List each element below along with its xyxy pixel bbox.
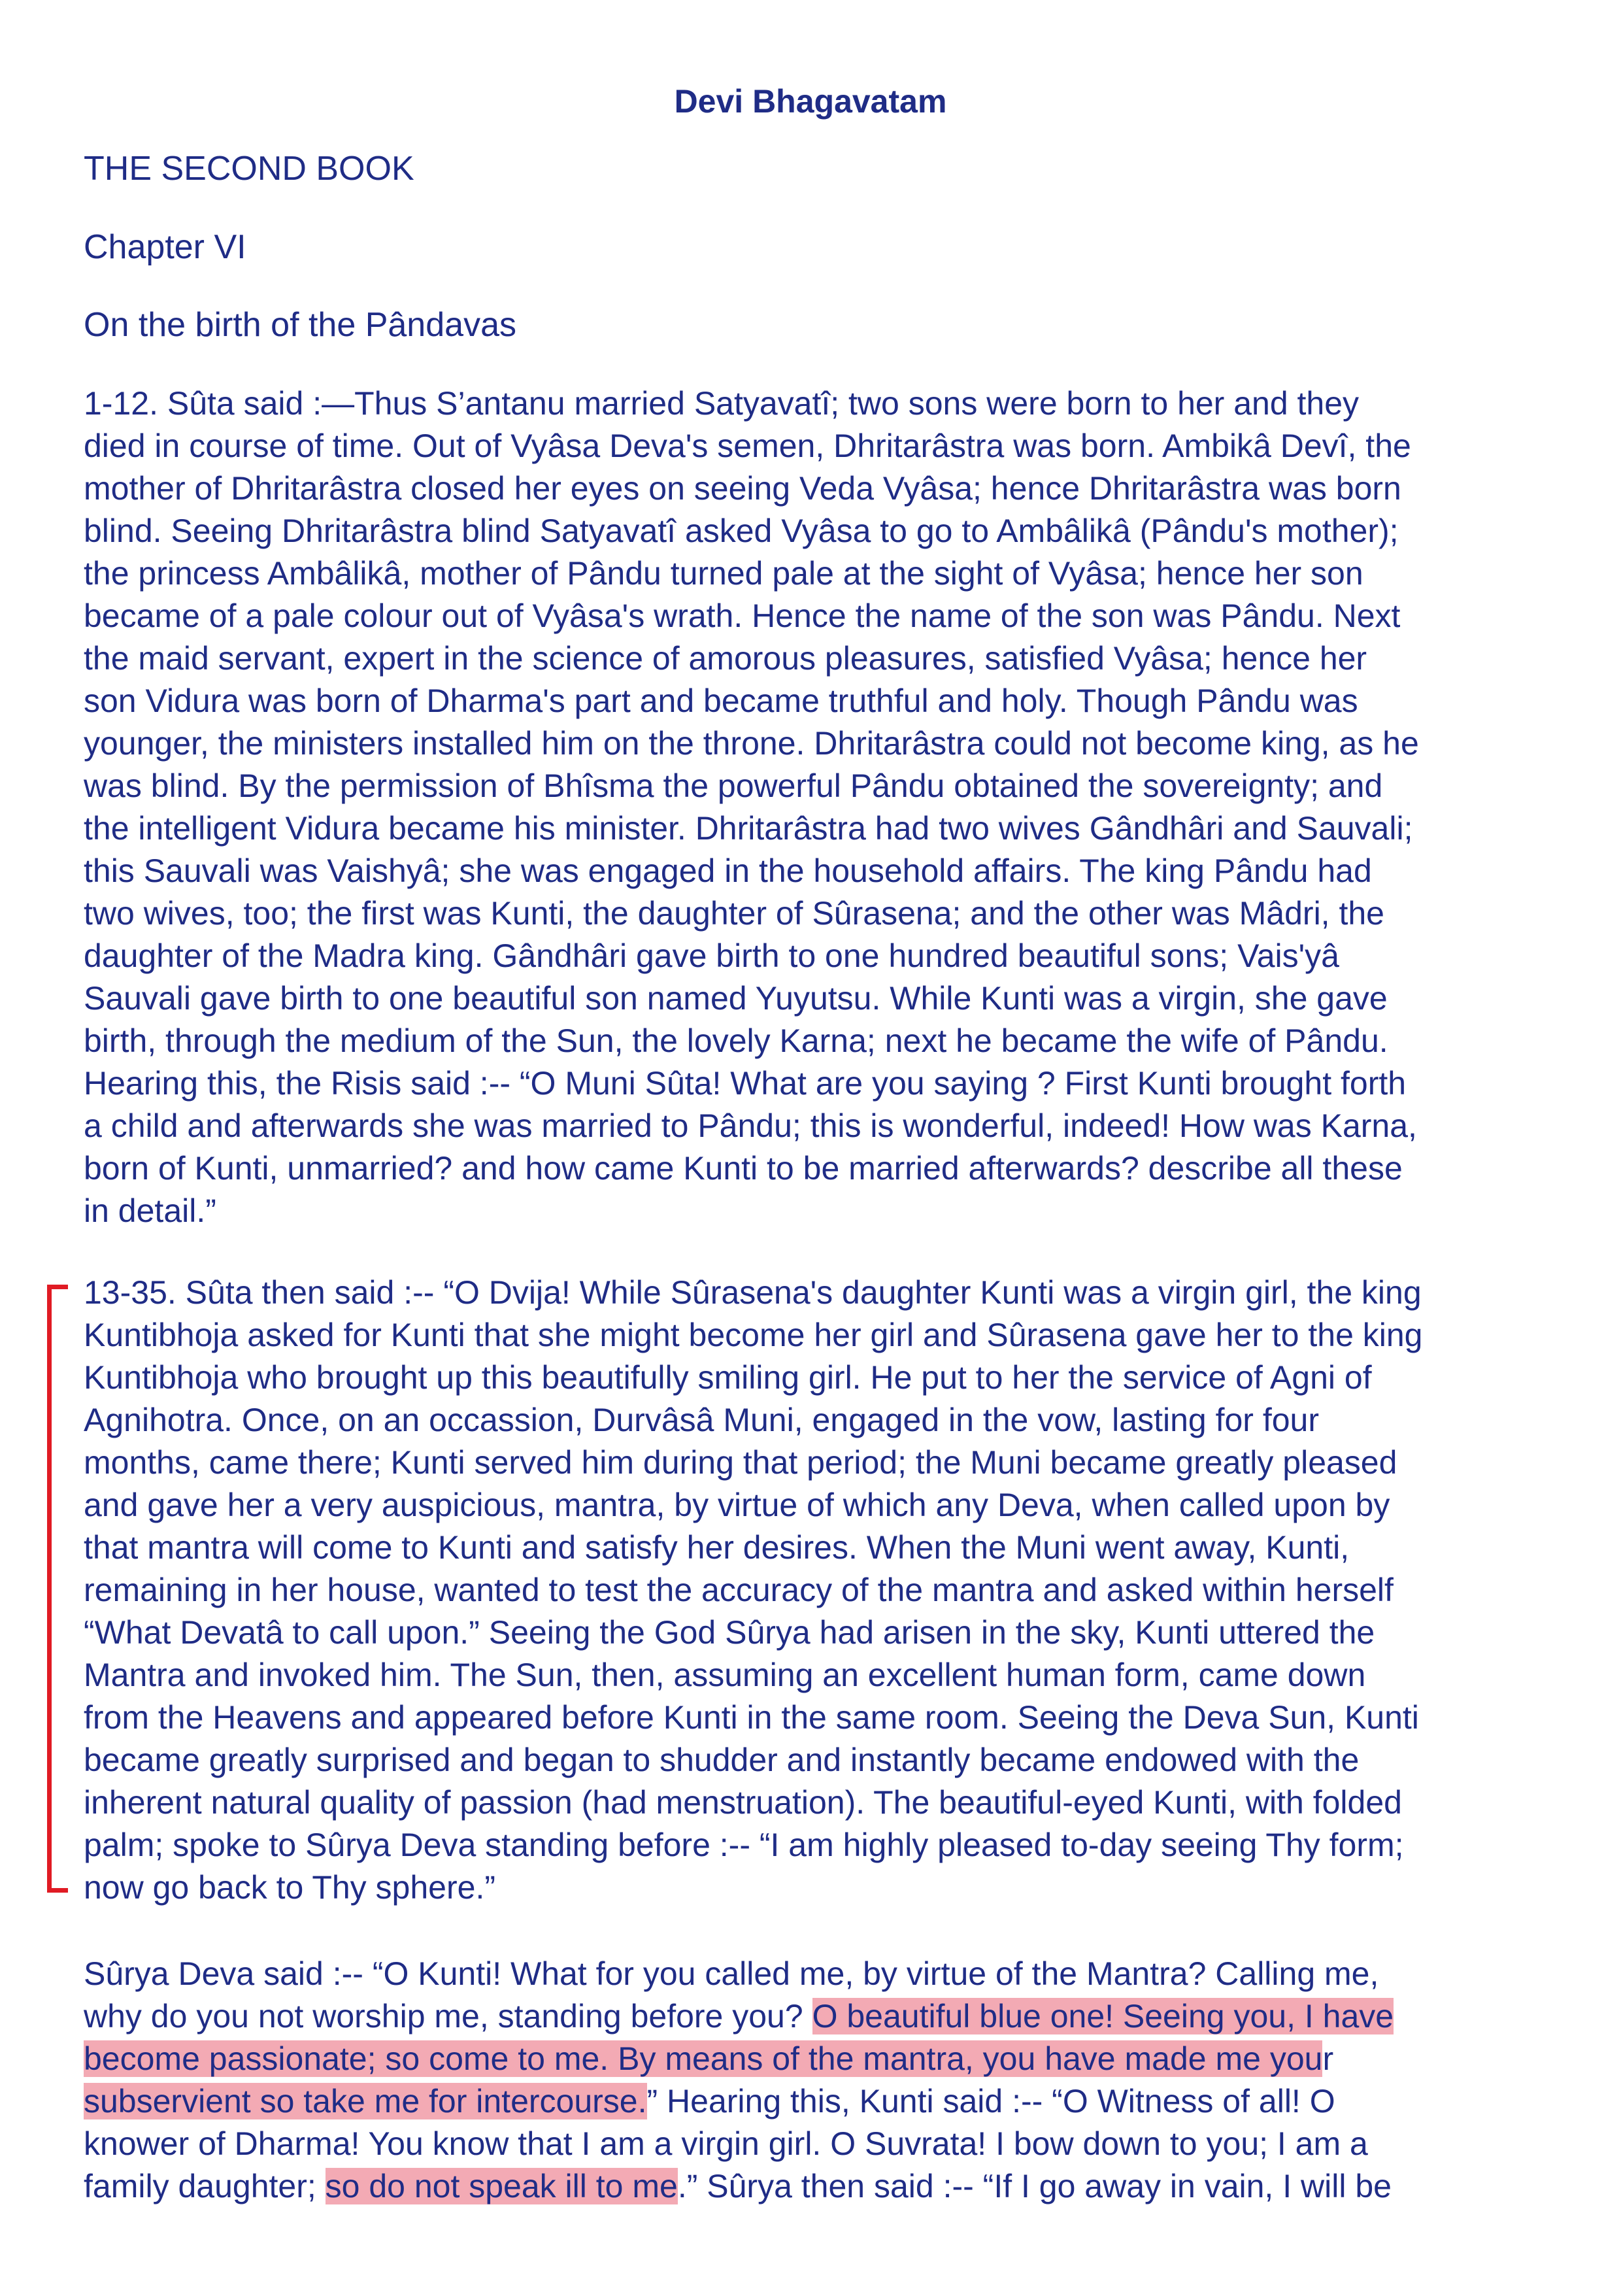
text-segment: became of a pale colour out of Vyâsa's wrath. Hence the name of the son was Pându. Next <box>84 598 1401 634</box>
text-segment: son Vidura was born of Dharma's part and became truthful and holy. Though Pându was <box>84 683 1358 719</box>
text-segment: Hearing this, the Risis said :-- “O Muni Sûta! What are you saying ? First Kunti brought forth <box>84 1065 1407 1102</box>
highlighted-text: so do not speak ill to me <box>325 2168 678 2204</box>
text-segment: daughter of the Madra king. Gândhâri gave birth to one hundred beautiful sons; Vais'yâ <box>84 937 1339 974</box>
document-title: Devi Bhagavatam <box>674 83 947 120</box>
text-line <box>84 1697 1548 1739</box>
text-line <box>84 2165 1548 2208</box>
text-line <box>84 1399 1548 1442</box>
text-line <box>84 1190 1548 1232</box>
book-heading: THE SECOND BOOK <box>84 150 414 188</box>
text-line <box>84 807 1548 850</box>
text-line <box>84 1272 1548 1314</box>
text-segment: the intelligent Vidura became his minister. Dhritarâstra had two wives Gândhâri and Sauvali; <box>84 810 1413 847</box>
text-segment: from the Heavens and appeared before Kunti in the same room. Seeing the Deva Sun, Kunti <box>84 1699 1419 1736</box>
text-line <box>84 892 1548 935</box>
highlighted-text: become passionate; so come to me. By means of the mantra, you have made me you <box>84 2040 1323 2077</box>
text-line <box>84 765 1548 807</box>
text-segment: younger, the ministers installed him on the throne. Dhritarâstra could not become king, as he <box>84 725 1419 762</box>
text-line <box>84 1020 1548 1062</box>
text-segment: was blind. By the permission of Bhîsma the powerful Pându obtained the sovereignty; and <box>84 768 1383 804</box>
text-line <box>84 850 1548 892</box>
paragraph-surya-dialogue <box>84 1953 1548 2208</box>
text-line <box>84 1953 1548 1995</box>
text-line <box>84 935 1548 977</box>
text-line <box>84 2123 1548 2165</box>
text-segment: remaining in her house, wanted to test the accuracy of the mantra and asked within herself <box>84 1572 1394 1608</box>
text-segment: r <box>1322 2040 1334 2077</box>
text-line <box>84 1995 1548 2038</box>
text-segment: knower of Dharma! You know that I am a virgin girl. O Suvrata! I bow down to you; I am a <box>84 2125 1368 2162</box>
text-line <box>84 1612 1548 1654</box>
text-segment: palm; spoke to Sûrya Deva standing before :-- “I am highly pleased to-day seeing Thy form; <box>84 1827 1404 1863</box>
text-segment: .” Sûrya then said :-- “If I go away in vain, I will be <box>677 2168 1392 2204</box>
text-line <box>84 1866 1548 1909</box>
chapter-heading: Chapter VI <box>84 228 246 266</box>
text-line <box>84 1357 1548 1399</box>
text-segment: 1-12. Sûta said :—Thus S’antanu married Satyavatî; two sons were born to her and they <box>84 385 1360 422</box>
text-line <box>84 722 1548 765</box>
text-line <box>84 1527 1548 1569</box>
text-segment: why do you not worship me, standing before you? <box>84 1998 812 2034</box>
text-segment: birth, through the medium of the Sun, the lovely Karna; next he became the wife of Pându. <box>84 1022 1388 1059</box>
text-segment: ” Hearing this, Kunti said :-- “O Witness of all! O <box>646 2083 1335 2119</box>
highlighted-text: subservient so take me for intercourse. <box>84 2083 647 2119</box>
text-line <box>84 1484 1548 1527</box>
text-segment: “What Devatâ to call upon.” Seeing the God Sûrya had arisen in the sky, Kunti uttered the <box>84 1614 1375 1651</box>
text-segment: and gave her a very auspicious, mantra, by virtue of which any Deva, when called upon by <box>84 1487 1390 1523</box>
text-segment: Sauvali gave birth to one beautiful son named Yuyutsu. While Kunti was a virgin, she gave <box>84 980 1388 1017</box>
text-line <box>84 1569 1548 1612</box>
text-segment: Sûrya Deva said :-- “O Kunti! What for you called me, by virtue of the Mantra? Calling me, <box>84 1955 1379 1992</box>
text-segment: a child and afterwards she was married to Pându; this is wonderful, indeed! How was Karna, <box>84 1107 1417 1144</box>
text-line <box>84 1314 1548 1357</box>
text-segment: Mantra and invoked him. The Sun, then, assuming an excellent human form, came down <box>84 1657 1366 1693</box>
text-segment: Kuntibhoja who brought up this beautifully smiling girl. He put to her the service of Agni of <box>84 1359 1372 1396</box>
text-segment: inherent natural quality of passion (had menstruation). The beautiful-eyed Kunti, with folded <box>84 1784 1402 1821</box>
text-line <box>84 680 1548 722</box>
text-line <box>84 977 1548 1020</box>
text-line <box>84 510 1548 552</box>
text-line <box>84 2080 1548 2123</box>
text-line <box>84 1739 1548 1781</box>
text-segment: months, came there; Kunti served him during that period; the Muni became greatly pleased <box>84 1444 1397 1481</box>
text-segment: mother of Dhritarâstra closed her eyes on seeing Veda Vyâsa; hence Dhritarâstra was born <box>84 470 1401 507</box>
text-segment: two wives, too; the first was Kunti, the daughter of Sûrasena; and the other was Mâdri, the <box>84 895 1384 932</box>
text-line <box>84 382 1548 425</box>
paragraph-verses-13-35 <box>84 1272 1548 1909</box>
text-line <box>84 552 1548 595</box>
text-segment: the princess Ambâlikâ, mother of Pându turned pale at the sight of Vyâsa; hence her son <box>84 555 1363 592</box>
text-segment: 13-35. Sûta then said :-- “O Dvija! While Sûrasena's daughter Kunti was a virgin girl, the king <box>84 1274 1422 1311</box>
text-line <box>84 2038 1548 2080</box>
text-line <box>84 467 1548 510</box>
text-segment: Agnihotra. Once, on an occassion, Durvâsâ Muni, engaged in the vow, lasting for four <box>84 1402 1319 1438</box>
text-line <box>84 425 1548 467</box>
text-segment: family daughter; <box>84 2168 326 2204</box>
text-segment: the maid servant, expert in the science of amorous pleasures, satisfied Vyâsa; hence her <box>84 640 1367 677</box>
text-segment: born of Kunti, unmarried? and how came Kunti to be married afterwards? describe all these <box>84 1150 1403 1187</box>
chapter-subject: On the birth of the Pândavas <box>84 306 516 344</box>
text-segment: that mantra will come to Kunti and satisfy her desires. When the Muni went away, Kunti, <box>84 1529 1350 1566</box>
text-segment: this Sauvali was Vaishyâ; she was engaged in the household affairs. The king Pându had <box>84 853 1372 889</box>
text-segment: became greatly surprised and began to shudder and instantly became endowed with the <box>84 1742 1360 1778</box>
text-line <box>84 1824 1548 1866</box>
text-segment: died in course of time. Out of Vyâsa Deva's semen, Dhritarâstra was born. Ambikâ Devî, the <box>84 428 1411 464</box>
text-line <box>84 1062 1548 1105</box>
highlighted-text: O beautiful blue one! Seeing you, I have <box>812 1998 1394 2034</box>
text-line <box>84 1654 1548 1697</box>
text-segment: now go back to Thy sphere.” <box>84 1869 495 1906</box>
paragraph-verses-1-12 <box>84 382 1548 1232</box>
text-line <box>84 1105 1548 1147</box>
text-segment: Kuntibhoja asked for Kunti that she might become her girl and Sûrasena gave her to the king <box>84 1317 1423 1353</box>
text-line <box>84 1781 1548 1824</box>
text-line <box>84 637 1548 680</box>
text-line <box>84 1442 1548 1484</box>
text-line <box>84 1147 1548 1190</box>
margin-bracket-annotation <box>47 1285 68 1893</box>
text-segment: blind. Seeing Dhritarâstra blind Satyavatî asked Vyâsa to go to Ambâlikâ (Pându's mother); <box>84 513 1399 549</box>
text-line <box>84 595 1548 637</box>
text-segment: in detail.” <box>84 1192 216 1229</box>
